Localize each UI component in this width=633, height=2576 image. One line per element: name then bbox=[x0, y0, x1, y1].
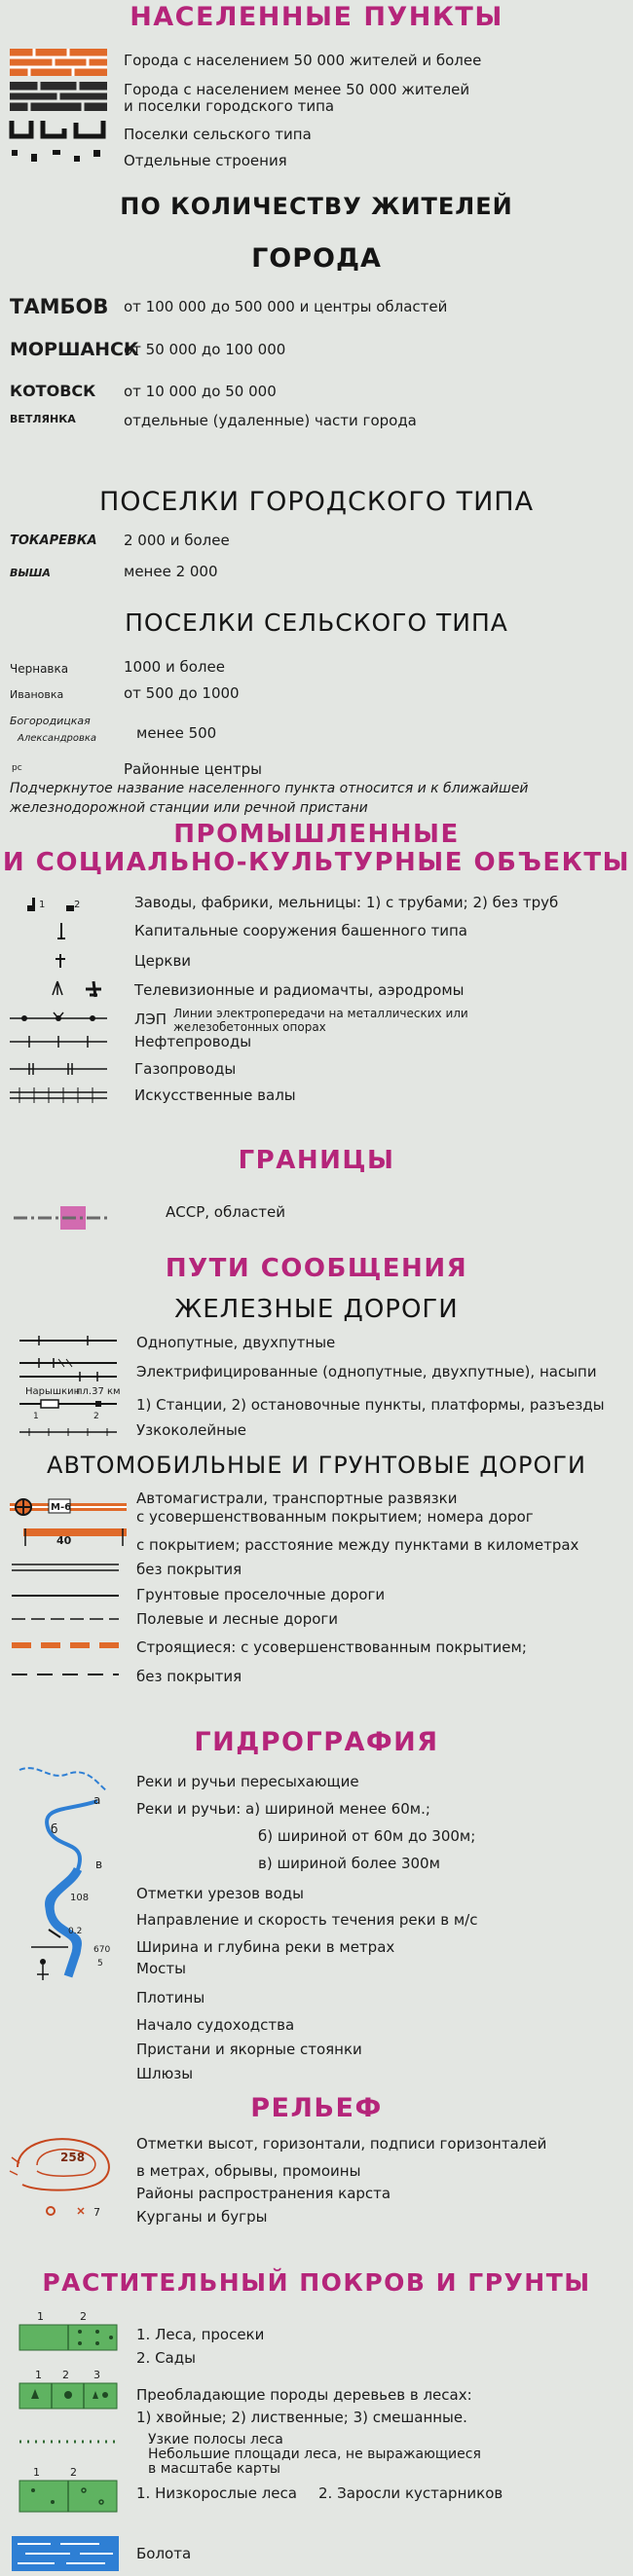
legend-text: Преобладающие породы деревьев в лесах: bbox=[136, 2386, 472, 2404]
water-elevation: 108 bbox=[70, 1893, 90, 1903]
legend-text: от 100 000 до 500 000 и центры областей bbox=[124, 298, 448, 315]
subsection-title-rural: ПОСЕЛКИ СЕЛЬСКОГО ТИПА bbox=[125, 608, 508, 637]
legend-text: Курганы и бугры bbox=[136, 2208, 268, 2226]
swamp-symbol bbox=[12, 2536, 119, 2571]
symbol-label: 1 bbox=[39, 900, 46, 910]
legend-text: железобетонных опорах bbox=[173, 1020, 326, 1034]
legend-text: 2. Заросли кустарников bbox=[318, 2484, 503, 2502]
legend-text: менее 500 bbox=[136, 724, 217, 742]
oil-pipeline-symbol bbox=[10, 1036, 107, 1048]
legend-text: Нефтепроводы bbox=[134, 1033, 252, 1050]
legend-text: от 500 до 1000 bbox=[124, 684, 240, 702]
rural-sample-name: Александровка bbox=[18, 733, 97, 744]
legend-text: менее 2 000 bbox=[124, 563, 218, 580]
legend-text: с покрытием; расстояние между пунктами в километрах bbox=[136, 1536, 579, 1554]
legend-text: Электрифицированные (однопутные, двухпутные), насыпи bbox=[136, 1363, 597, 1380]
rural-sample-name: Богородицкая bbox=[10, 715, 91, 727]
city-small-symbol bbox=[10, 82, 107, 111]
city-sample-tambov: ТАМБОВ bbox=[10, 295, 109, 318]
subsection-title-urban: ПОСЕЛКИ ГОРОДСКОГО ТИПА bbox=[98, 487, 535, 517]
urban-sample-tokarevka: ТОКАРЕВКА bbox=[10, 534, 97, 548]
mound-count: 7 bbox=[93, 2206, 100, 2219]
legend-text: Плотины bbox=[136, 1989, 205, 2006]
road-distance: 40 bbox=[56, 1534, 72, 1547]
section-title-industry: И СОЦИАЛЬНО-КУЛЬТУРНЫЕ ОБЪЕКТЫ bbox=[2, 848, 631, 877]
symbol-label: 2 bbox=[93, 1412, 99, 1421]
rural-sample-name: Ивановка bbox=[10, 688, 64, 701]
urban-sample-vysha: ВЫША bbox=[10, 567, 51, 579]
railway-electric-symbol bbox=[19, 1357, 117, 1382]
section-title-transport: ПУТИ СООБЩЕНИЯ bbox=[165, 1254, 468, 1283]
legend-text: Отметки урезов воды bbox=[136, 1885, 305, 1902]
legend-text: Строящиеся: с усовершенствованным покрытием; bbox=[136, 1638, 527, 1656]
legend-text: Газопроводы bbox=[134, 1060, 237, 1078]
section-title-hydrography: ГИДРОГРАФИЯ bbox=[194, 1727, 439, 1757]
legend-text: Реки и ручьи пересыхающие bbox=[136, 1773, 359, 1790]
symbol-label: 1 bbox=[35, 2369, 42, 2381]
section-title-borders: ГРАНИЦЫ bbox=[238, 1146, 395, 1175]
symbol-label: 2 bbox=[70, 2466, 77, 2479]
legend-text: Небольшие площади леса, не выражающиеся bbox=[148, 2447, 481, 2462]
legend-text: с усовершенствованным покрытием; номера дорог bbox=[136, 1508, 534, 1526]
station-symbol bbox=[19, 1398, 117, 1410]
legend-text: Пристани и якорные стоянки bbox=[136, 2041, 362, 2058]
rural-settlement-symbol bbox=[10, 119, 107, 140]
legend-text: Телевизионные и радиомачты, аэродромы bbox=[134, 981, 465, 999]
river-label: а bbox=[93, 1793, 101, 1807]
legend-text: Районные центры bbox=[124, 760, 262, 778]
legend-text: от 50 000 до 100 000 bbox=[124, 341, 286, 358]
legend-text: Направление и скорость течения реки в м/с bbox=[136, 1911, 478, 1929]
legend-text: без покрытия bbox=[136, 1668, 242, 1685]
legend-text: отдельные (удаленные) части города bbox=[124, 412, 417, 429]
river-label: б bbox=[51, 1822, 58, 1836]
power-line-symbol bbox=[10, 1011, 107, 1026]
legend-text: без покрытия bbox=[136, 1561, 242, 1578]
legend-text: Узкоколейные bbox=[136, 1421, 247, 1439]
legend-text: 1) Станции, 2) остановочные пункты, платформы, разъезды bbox=[136, 1396, 605, 1414]
rural-sample-name: рс bbox=[12, 763, 22, 773]
subsection-title-roads: АВТОМОБИЛЬНЫЕ И ГРУНТОВЫЕ ДОРОГИ bbox=[47, 1452, 586, 1479]
legend-text: 2 000 и более bbox=[124, 532, 230, 549]
road-construction-symbol bbox=[12, 1641, 119, 1649]
legend-text: Искусственные валы bbox=[134, 1086, 296, 1104]
legend-text: Полевые и лесные дороги bbox=[136, 1610, 339, 1628]
forest-garden-symbol bbox=[19, 2325, 117, 2350]
church-icon bbox=[55, 954, 66, 968]
river-width: 670 bbox=[93, 1945, 111, 1955]
legend-text: Районы распространения карста bbox=[136, 2185, 391, 2202]
legend-text: АССР, областей bbox=[166, 1203, 285, 1221]
radio-mast-icon bbox=[53, 981, 101, 997]
tower-icon bbox=[56, 923, 66, 940]
symbol-label: 1 bbox=[33, 1412, 39, 1421]
section-title-settlements: НАСЕЛЕННЫЕ ПУНКТЫ bbox=[130, 2, 503, 32]
section-title-industry: ПРОМЫШЛЕННЫЕ bbox=[173, 820, 460, 849]
legend-text: Автомагистрали, транспортные развязки bbox=[136, 1490, 458, 1507]
legend-text: 1000 и более bbox=[124, 658, 225, 676]
note-text: железнодорожной станции или речной пристани bbox=[10, 800, 368, 816]
note-text: Подчеркнутое название населенного пункта относится и к ближайшей bbox=[10, 781, 529, 796]
legend-text: Линии электропередачи на металлических или bbox=[173, 1007, 468, 1020]
symbol-label: 2 bbox=[74, 900, 81, 910]
legend-text: Города с населением 50 000 жителей и более bbox=[124, 52, 482, 69]
legend-text: Реки и ручьи: а) шириной менее 60м.; bbox=[136, 1800, 430, 1818]
legend-text: в масштабе карты bbox=[148, 2461, 280, 2477]
flow-speed: 0.2 bbox=[68, 1927, 83, 1936]
railway-single-symbol bbox=[19, 1334, 117, 1347]
low-forest-symbol bbox=[19, 2481, 117, 2512]
legend-text: Церкви bbox=[134, 952, 192, 970]
legend-text: в метрах, обрывы, промоины bbox=[136, 2162, 361, 2180]
road-unpaved-symbol bbox=[12, 1564, 119, 1571]
legend-text: 2. Сады bbox=[136, 2349, 196, 2367]
legend-text: 1. Леса, просеки bbox=[136, 2326, 265, 2343]
legend-text: от 10 000 до 50 000 bbox=[124, 383, 277, 400]
river-depth: 5 bbox=[97, 1959, 103, 1969]
separate-buildings-symbol bbox=[10, 148, 107, 166]
section-title-by-population: ПО КОЛИЧЕСТВУ ЖИТЕЛЕЙ bbox=[120, 193, 513, 220]
narrow-forest-symbol bbox=[19, 2438, 117, 2446]
river-label: в bbox=[95, 1858, 103, 1871]
subsection-title-cities: ГОРОДА bbox=[251, 243, 382, 274]
legend-text: Грунтовые проселочные дороги bbox=[136, 1586, 386, 1603]
platform-sample-name: пл.37 км bbox=[76, 1386, 121, 1397]
legend-text: Отдельные строения bbox=[124, 152, 287, 169]
legend-text: Города с населением менее 50 000 жителей bbox=[124, 81, 470, 98]
height-mark: 258 bbox=[60, 2151, 86, 2164]
legend-text: б) шириной от 60м до 300м; bbox=[258, 1827, 476, 1845]
rural-sample-name: Чернавка bbox=[10, 662, 69, 676]
city-sample-vetlyanka: ВЕТЛЯНКА bbox=[10, 413, 76, 425]
route-number: М-6 bbox=[51, 1502, 72, 1513]
border-symbol bbox=[14, 1204, 111, 1233]
legend-text: Мосты bbox=[136, 1960, 186, 1977]
relief-sample bbox=[8, 2128, 125, 2235]
legend-text: ЛЭП bbox=[134, 1011, 168, 1028]
section-title-vegetation: РАСТИТЕЛЬНЫЙ ПОКРОВ И ГРУНТЫ bbox=[42, 2268, 591, 2297]
symbol-label: 2 bbox=[80, 2310, 87, 2323]
legend-text: 1. Низкорослые леса bbox=[136, 2484, 297, 2502]
legend-text: Однопутные, двухпутные bbox=[136, 1334, 336, 1351]
symbol-label: 1 bbox=[37, 2310, 44, 2323]
legend-text: Болота bbox=[136, 2545, 192, 2562]
field-road-symbol bbox=[12, 1616, 119, 1622]
dirt-road-symbol bbox=[12, 1593, 119, 1599]
road-construction-unpaved-symbol bbox=[12, 1671, 119, 1678]
legend-text: в) шириной более 300м bbox=[258, 1855, 440, 1872]
symbol-label: 2 bbox=[62, 2369, 69, 2381]
station-sample-name: Нарышкин bbox=[25, 1386, 81, 1397]
legend-text: Заводы, фабрики, мельницы: 1) с трубами; 2) без труб bbox=[134, 894, 559, 911]
tree-species-symbol bbox=[19, 2383, 117, 2409]
legend-text: Поселки сельского типа bbox=[124, 126, 312, 143]
legend-text: Ширина и глубина реки в метрах bbox=[136, 1938, 395, 1956]
legend-text: Начало судоходства bbox=[136, 2016, 295, 2034]
embankment-symbol bbox=[10, 1087, 107, 1103]
city-sample-morshansk: МОРШАНСК bbox=[10, 339, 139, 360]
narrow-gauge-symbol bbox=[19, 1427, 117, 1437]
symbol-label: 3 bbox=[93, 2369, 100, 2381]
subsection-title-railways: ЖЕЛЕЗНЫЕ ДОРОГИ bbox=[174, 1295, 459, 1324]
legend-text: Отметки высот, горизонтали, подписи горизонталей bbox=[136, 2135, 547, 2153]
gas-pipeline-symbol bbox=[10, 1063, 107, 1075]
city-sample-kotovsk: КОТОВСК bbox=[10, 382, 96, 400]
legend-text: Капитальные сооружения башенного типа bbox=[134, 922, 467, 939]
legend-text: 1) хвойные; 2) лиственные; 3) смешанные. bbox=[136, 2409, 467, 2426]
section-title-relief: РЕЛЬЕФ bbox=[250, 2093, 383, 2123]
symbol-label: 1 bbox=[33, 2466, 40, 2479]
city-large-symbol bbox=[10, 49, 107, 76]
legend-text: и поселки городского типа bbox=[124, 97, 335, 115]
legend-text: Шлюзы bbox=[136, 2065, 194, 2082]
legend-text: Узкие полосы леса bbox=[148, 2432, 283, 2447]
